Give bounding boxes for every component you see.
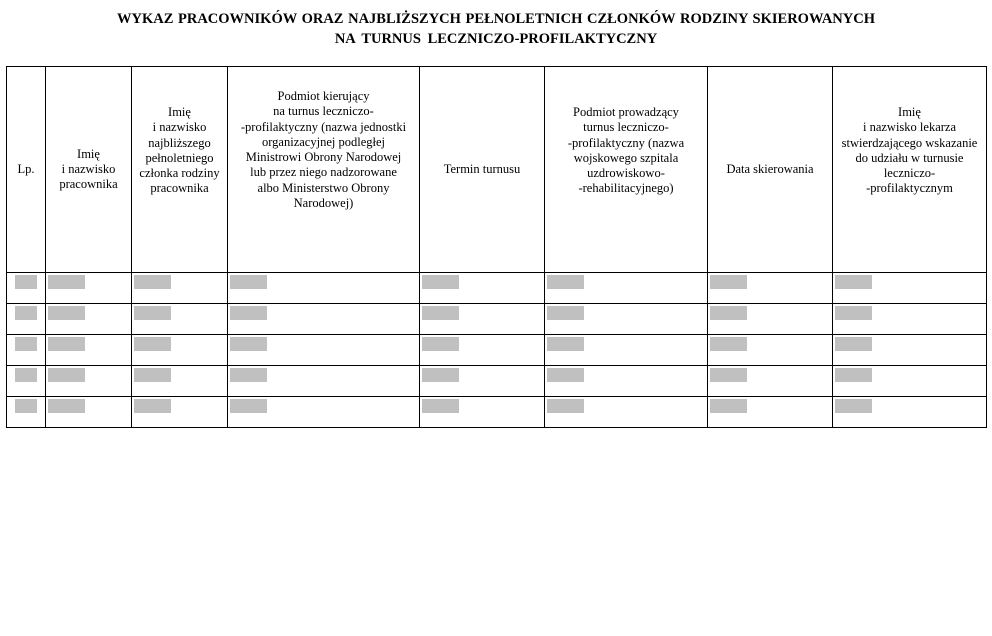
field-placeholder-doctor-name[interactable] (835, 306, 872, 320)
field-placeholder-operating-entity[interactable] (547, 306, 584, 320)
cell-operating-entity (545, 304, 708, 335)
cell-referral-date (708, 304, 833, 335)
field-placeholder-referring-entity[interactable] (230, 399, 267, 413)
table-row (7, 366, 987, 397)
field-placeholder-referring-entity[interactable] (230, 306, 267, 320)
field-placeholder-stay-dates[interactable] (422, 306, 459, 320)
cell-employee-name (46, 366, 132, 397)
cell-operating-entity (545, 397, 708, 428)
header-referral-date: Data skierowania (708, 67, 833, 273)
header-stay-dates: Termin turnusu (420, 67, 545, 273)
field-placeholder-operating-entity[interactable] (547, 275, 584, 289)
cell-family-member-name (132, 397, 228, 428)
field-placeholder-referral-date[interactable] (710, 399, 747, 413)
cell-lp (7, 273, 46, 304)
cell-stay-dates (420, 335, 545, 366)
title-line-2: NA TURNUS LECZNICZO-PROFILAKTYCZNY (334, 31, 658, 47)
cell-referring-entity (228, 273, 420, 304)
cell-operating-entity (545, 273, 708, 304)
field-placeholder-operating-entity[interactable] (547, 368, 584, 382)
field-placeholder-lp[interactable] (15, 337, 37, 351)
cell-lp (7, 335, 46, 366)
field-placeholder-employee-name[interactable] (48, 275, 85, 289)
field-placeholder-operating-entity[interactable] (547, 399, 584, 413)
cell-stay-dates (420, 366, 545, 397)
field-placeholder-employee-name[interactable] (48, 399, 85, 413)
cell-family-member-name (132, 273, 228, 304)
table-row (7, 273, 987, 304)
field-placeholder-employee-name[interactable] (48, 306, 85, 320)
field-placeholder-referral-date[interactable] (710, 306, 747, 320)
field-placeholder-family-member-name[interactable] (134, 337, 171, 351)
field-placeholder-family-member-name[interactable] (134, 399, 171, 413)
field-placeholder-lp[interactable] (15, 399, 37, 413)
cell-referral-date (708, 273, 833, 304)
cell-operating-entity (545, 335, 708, 366)
cell-employee-name (46, 397, 132, 428)
cell-doctor-name (833, 397, 987, 428)
table-row (7, 304, 987, 335)
cell-doctor-name (833, 335, 987, 366)
table-header-row (7, 67, 987, 273)
cell-referring-entity (228, 366, 420, 397)
header-doctor-name: Imię i nazwisko lekarza stwierdzającego wskazanie do udziału w turnusie leczniczo- -profilaktycznym (833, 67, 987, 273)
field-placeholder-family-member-name[interactable] (134, 368, 171, 382)
cell-family-member-name (132, 366, 228, 397)
cell-employee-name (46, 273, 132, 304)
header-referring-entity: Podmiot kierujący na turnus leczniczo- -profilaktyczny (nazwa jednostki organizacyjnej podległej Ministrowi Obrony Narodowej lub przez niego nadzorowane albo Ministerstwo Obrony Narodowej) (228, 67, 420, 273)
cell-referring-entity (228, 304, 420, 335)
cell-lp (7, 304, 46, 335)
cell-stay-dates (420, 397, 545, 428)
cell-family-member-name (132, 335, 228, 366)
title-line-1: WYKAZ PRACOWNIKÓW ORAZ NAJBLIŻSZYCH PEŁNOLETNICH CZŁONKÓW RODZINY SKIEROWANYCH (116, 11, 876, 27)
field-placeholder-stay-dates[interactable] (422, 368, 459, 382)
field-placeholder-operating-entity[interactable] (547, 337, 584, 351)
employees-table (6, 66, 987, 428)
cell-stay-dates (420, 304, 545, 335)
table-row (7, 335, 987, 366)
field-placeholder-referring-entity[interactable] (230, 337, 267, 351)
cell-referral-date (708, 335, 833, 366)
field-placeholder-doctor-name[interactable] (835, 368, 872, 382)
cell-lp (7, 397, 46, 428)
field-placeholder-referral-date[interactable] (710, 368, 747, 382)
field-placeholder-lp[interactable] (15, 306, 37, 320)
cell-doctor-name (833, 304, 987, 335)
header-employee-name: Imię i nazwisko pracownika (46, 67, 132, 273)
cell-employee-name (46, 335, 132, 366)
field-placeholder-lp[interactable] (15, 368, 37, 382)
field-placeholder-lp[interactable] (15, 275, 37, 289)
field-placeholder-stay-dates[interactable] (422, 337, 459, 351)
field-placeholder-referral-date[interactable] (710, 275, 747, 289)
cell-doctor-name (833, 273, 987, 304)
field-placeholder-stay-dates[interactable] (422, 399, 459, 413)
document-title (0, 9, 992, 49)
cell-doctor-name (833, 366, 987, 397)
cell-referral-date (708, 366, 833, 397)
field-placeholder-doctor-name[interactable] (835, 275, 872, 289)
cell-referring-entity (228, 397, 420, 428)
cell-employee-name (46, 304, 132, 335)
field-placeholder-referral-date[interactable] (710, 337, 747, 351)
header-operating-entity: Podmiot prowadzący turnus leczniczo- -profilaktyczny (nazwa wojskowego szpitala uzdrowiskowo- -rehabilitacyjnego) (545, 67, 708, 273)
field-placeholder-family-member-name[interactable] (134, 306, 171, 320)
field-placeholder-family-member-name[interactable] (134, 275, 171, 289)
field-placeholder-employee-name[interactable] (48, 337, 85, 351)
field-placeholder-doctor-name[interactable] (835, 337, 872, 351)
field-placeholder-referring-entity[interactable] (230, 275, 267, 289)
field-placeholder-employee-name[interactable] (48, 368, 85, 382)
field-placeholder-stay-dates[interactable] (422, 275, 459, 289)
cell-family-member-name (132, 304, 228, 335)
cell-operating-entity (545, 366, 708, 397)
cell-stay-dates (420, 273, 545, 304)
field-placeholder-doctor-name[interactable] (835, 399, 872, 413)
cell-referral-date (708, 397, 833, 428)
field-placeholder-referring-entity[interactable] (230, 368, 267, 382)
header-family-member-name: Imię i nazwisko najbliższego pełnoletniego członka rodziny pracownika (132, 67, 228, 273)
cell-lp (7, 366, 46, 397)
table-row (7, 397, 987, 428)
cell-referring-entity (228, 335, 420, 366)
header-lp: Lp. (7, 67, 46, 273)
